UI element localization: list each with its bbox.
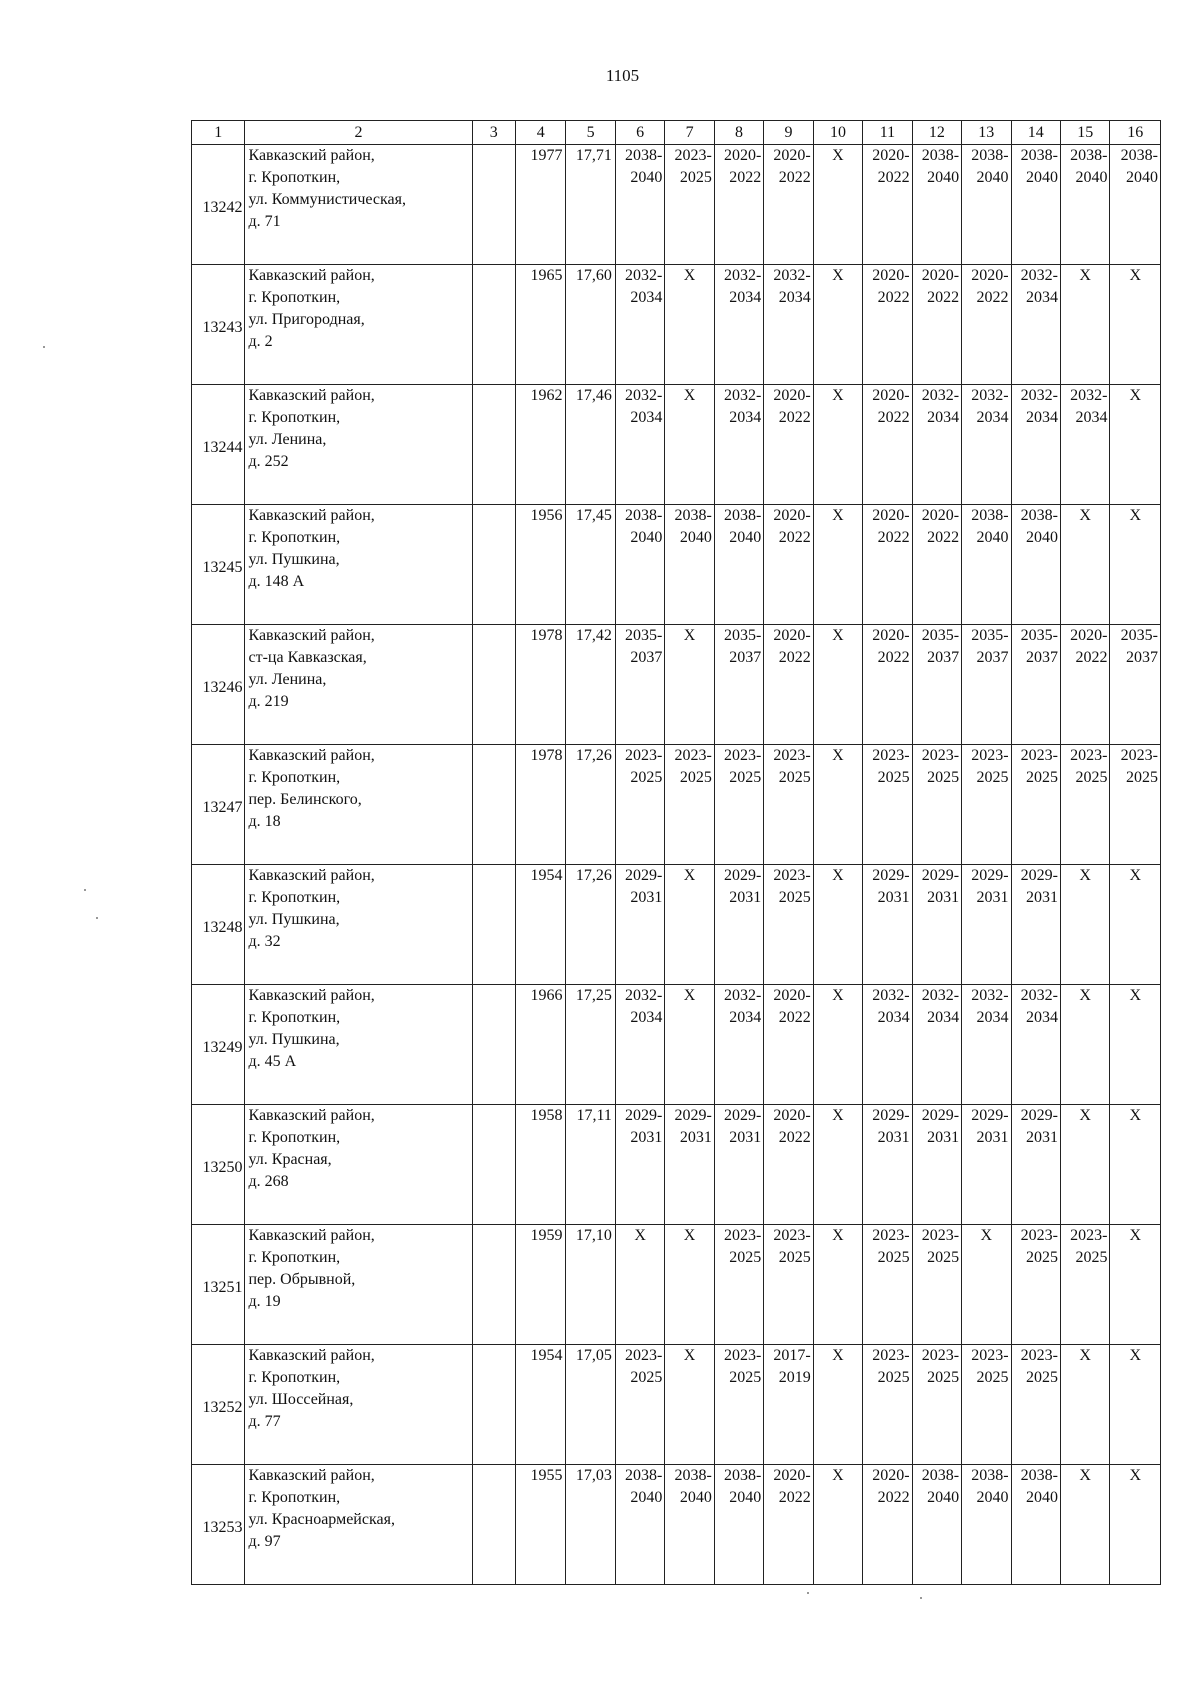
work-period-cell: Х: [665, 625, 714, 745]
work-period-cell: 2035- 2037: [714, 625, 763, 745]
work-period-cell: 2029- 2031: [912, 1105, 961, 1225]
work-period-cell: 2020- 2022: [863, 505, 912, 625]
work-period-cell: 2023- 2025: [1011, 745, 1060, 865]
column-3-cell: [472, 505, 515, 625]
work-period-cell: Х: [813, 1105, 862, 1225]
work-period-cell: 2023- 2025: [764, 745, 813, 865]
column-3-cell: [472, 265, 515, 385]
work-period-cell: 2032- 2034: [615, 985, 664, 1105]
year-built-cell: 1959: [515, 1225, 565, 1345]
work-period-cell: 2023- 2025: [863, 1345, 912, 1465]
work-period-cell: 2023- 2025: [912, 745, 961, 865]
work-period-cell: 2038- 2040: [1011, 1465, 1060, 1585]
work-period-cell: 2038- 2040: [1110, 145, 1161, 265]
work-period-cell: 2032- 2034: [912, 385, 961, 505]
work-period-cell: 2020- 2022: [764, 985, 813, 1105]
scan-speck: [84, 889, 86, 891]
work-period-cell: 2038- 2040: [714, 505, 763, 625]
work-period-cell: 2032- 2034: [962, 385, 1011, 505]
column-3-cell: [472, 385, 515, 505]
column-number-header: 6: [615, 121, 664, 145]
table-row: [192, 505, 1161, 625]
table-row: [192, 1225, 1161, 1345]
work-period-cell: Х: [1110, 985, 1161, 1105]
address-cell: Кавказский район, г. Кропоткин, ул. Пушкина, д. 45 А: [245, 985, 472, 1105]
address-cell: Кавказский район, г. Кропоткин, ул. Пушкина, д. 148 А: [245, 505, 472, 625]
work-period-cell: 2032- 2034: [1060, 385, 1109, 505]
work-period-cell: 2032- 2034: [962, 985, 1011, 1105]
work-period-cell: 2038- 2040: [615, 145, 664, 265]
year-built-cell: 1965: [515, 265, 565, 385]
column-number-header: 12: [912, 121, 961, 145]
value-cell: 17,45: [566, 505, 615, 625]
column-number-header: 13: [962, 121, 1011, 145]
address-cell: Кавказский район, г. Кропоткин, ул. Красноармейская, д. 97: [245, 1465, 472, 1585]
table-row: [192, 1345, 1161, 1465]
work-period-cell: Х: [813, 625, 862, 745]
work-period-cell: Х: [1110, 1225, 1161, 1345]
column-3-cell: [472, 865, 515, 985]
table-row: [192, 385, 1161, 505]
work-period-cell: 2029- 2031: [714, 865, 763, 985]
year-built-cell: 1954: [515, 1345, 565, 1465]
work-period-cell: Х: [665, 1225, 714, 1345]
record-number-cell: 13244: [192, 385, 245, 505]
work-period-cell: Х: [813, 385, 862, 505]
work-period-cell: 2032- 2034: [1011, 265, 1060, 385]
work-period-cell: 2029- 2031: [962, 865, 1011, 985]
work-period-cell: 2017- 2019: [764, 1345, 813, 1465]
record-number-cell: 13247: [192, 745, 245, 865]
work-period-cell: Х: [665, 1345, 714, 1465]
column-number-header: 14: [1011, 121, 1060, 145]
work-period-cell: Х: [665, 265, 714, 385]
work-period-cell: 2023- 2025: [1110, 745, 1161, 865]
work-period-cell: 2020- 2022: [863, 145, 912, 265]
year-built-cell: 1966: [515, 985, 565, 1105]
work-period-cell: 2023- 2025: [714, 1225, 763, 1345]
work-period-cell: Х: [1110, 1345, 1161, 1465]
work-period-cell: 2020- 2022: [863, 625, 912, 745]
work-period-cell: 2038- 2040: [912, 1465, 961, 1585]
table-row: [192, 1465, 1161, 1585]
table-row: [192, 265, 1161, 385]
work-period-cell: 2029- 2031: [615, 1105, 664, 1225]
housing-register-table: [191, 120, 1161, 1585]
work-period-cell: Х: [615, 1225, 664, 1345]
work-period-cell: Х: [813, 1345, 862, 1465]
work-period-cell: 2038- 2040: [912, 145, 961, 265]
work-period-cell: 2032- 2034: [1011, 385, 1060, 505]
work-period-cell: Х: [1060, 265, 1109, 385]
work-period-cell: 2038- 2040: [1011, 505, 1060, 625]
work-period-cell: 2020- 2022: [764, 145, 813, 265]
scan-speck: [43, 346, 45, 348]
column-number-header: 8: [714, 121, 763, 145]
work-period-cell: 2029- 2031: [863, 1105, 912, 1225]
table-row: [192, 145, 1161, 265]
column-3-cell: [472, 1225, 515, 1345]
work-period-cell: Х: [813, 505, 862, 625]
work-period-cell: 2029- 2031: [962, 1105, 1011, 1225]
table-row: [192, 985, 1161, 1105]
record-number-cell: 13253: [192, 1465, 245, 1585]
work-period-cell: 2038- 2040: [665, 505, 714, 625]
work-period-cell: Х: [1110, 865, 1161, 985]
work-period-cell: 2023- 2025: [912, 1345, 961, 1465]
work-period-cell: Х: [1110, 1465, 1161, 1585]
record-number-cell: 13248: [192, 865, 245, 985]
work-period-cell: 2029- 2031: [912, 865, 961, 985]
address-cell: Кавказский район, ст-ца Кавказская, ул. Ленина, д. 219: [245, 625, 472, 745]
page-number: 1105: [605, 66, 640, 85]
work-period-cell: 2020- 2022: [863, 385, 912, 505]
work-period-cell: Х: [1110, 1105, 1161, 1225]
work-period-cell: 2038- 2040: [615, 505, 664, 625]
record-number-cell: 13251: [192, 1225, 245, 1345]
work-period-cell: 2023- 2025: [962, 1345, 1011, 1465]
work-period-cell: 2023- 2025: [615, 1345, 664, 1465]
value-cell: 17,03: [566, 1465, 615, 1585]
work-period-cell: 2023- 2025: [962, 745, 1011, 865]
address-cell: Кавказский район, г. Кропоткин, ул. Пригородная, д. 2: [245, 265, 472, 385]
work-period-cell: Х: [1060, 1345, 1109, 1465]
value-cell: 17,05: [566, 1345, 615, 1465]
work-period-cell: Х: [1060, 865, 1109, 985]
year-built-cell: 1954: [515, 865, 565, 985]
work-period-cell: 2023- 2025: [764, 865, 813, 985]
year-built-cell: 1978: [515, 745, 565, 865]
value-cell: 17,42: [566, 625, 615, 745]
record-number-cell: 13246: [192, 625, 245, 745]
value-cell: 17,25: [566, 985, 615, 1105]
work-period-cell: 2029- 2031: [863, 865, 912, 985]
address-cell: Кавказский район, г. Кропоткин, пер. Белинского, д. 18: [245, 745, 472, 865]
work-period-cell: 2029- 2031: [1011, 865, 1060, 985]
record-number-cell: 13252: [192, 1345, 245, 1465]
work-period-cell: 2020- 2022: [764, 385, 813, 505]
address-cell: Кавказский район, г. Кропоткин, ул. Шоссейная, д. 77: [245, 1345, 472, 1465]
work-period-cell: 2020- 2022: [764, 625, 813, 745]
work-period-cell: Х: [1060, 1465, 1109, 1585]
scan-speck: [807, 1592, 809, 1594]
scan-speck: [920, 1597, 922, 1599]
work-period-cell: 2029- 2031: [665, 1105, 714, 1225]
work-period-cell: 2020- 2022: [764, 1105, 813, 1225]
record-number-cell: 13243: [192, 265, 245, 385]
column-3-cell: [472, 985, 515, 1105]
column-number-header: 10: [813, 121, 862, 145]
work-period-cell: Х: [813, 145, 862, 265]
work-period-cell: 2038- 2040: [962, 145, 1011, 265]
record-number-cell: 13250: [192, 1105, 245, 1225]
record-number-cell: 13249: [192, 985, 245, 1105]
work-period-cell: 2032- 2034: [615, 385, 664, 505]
column-number-header: 2: [245, 121, 472, 145]
work-period-cell: 2038- 2040: [1060, 145, 1109, 265]
table-row: [192, 625, 1161, 745]
work-period-cell: 2020- 2022: [764, 1465, 813, 1585]
work-period-cell: 2023- 2025: [863, 745, 912, 865]
column-3-cell: [472, 1105, 515, 1225]
work-period-cell: 2020- 2022: [714, 145, 763, 265]
address-cell: Кавказский район, г. Кропоткин, ул. Коммунистическая, д. 71: [245, 145, 472, 265]
work-period-cell: Х: [1110, 505, 1161, 625]
work-period-cell: 2032- 2034: [863, 985, 912, 1105]
work-period-cell: Х: [1060, 1105, 1109, 1225]
address-cell: Кавказский район, г. Кропоткин, ул. Пушкина, д. 32: [245, 865, 472, 985]
work-period-cell: 2023- 2025: [764, 1225, 813, 1345]
work-period-cell: 2023- 2025: [863, 1225, 912, 1345]
work-period-cell: 2038- 2040: [714, 1465, 763, 1585]
work-period-cell: 2032- 2034: [714, 985, 763, 1105]
column-number-header: 16: [1110, 121, 1161, 145]
work-period-cell: Х: [1060, 985, 1109, 1105]
column-3-cell: [472, 145, 515, 265]
work-period-cell: 2023- 2025: [1011, 1345, 1060, 1465]
year-built-cell: 1962: [515, 385, 565, 505]
work-period-cell: 2023- 2025: [1060, 1225, 1109, 1345]
value-cell: 17,71: [566, 145, 615, 265]
work-period-cell: Х: [665, 385, 714, 505]
work-period-cell: 2035- 2037: [1110, 625, 1161, 745]
work-period-cell: 2020- 2022: [962, 265, 1011, 385]
work-period-cell: 2035- 2037: [1011, 625, 1060, 745]
work-period-cell: Х: [813, 1465, 862, 1585]
work-period-cell: Х: [665, 985, 714, 1105]
column-number-header: 7: [665, 121, 714, 145]
table-row: [192, 1105, 1161, 1225]
work-period-cell: 2032- 2034: [764, 265, 813, 385]
work-period-cell: 2023- 2025: [714, 1345, 763, 1465]
work-period-cell: 2020- 2022: [863, 1465, 912, 1585]
work-period-cell: 2023- 2025: [912, 1225, 961, 1345]
year-built-cell: 1955: [515, 1465, 565, 1585]
work-period-cell: Х: [813, 1225, 862, 1345]
column-3-cell: [472, 1465, 515, 1585]
column-number-header: 11: [863, 121, 912, 145]
value-cell: 17,26: [566, 745, 615, 865]
work-period-cell: 2038- 2040: [1011, 145, 1060, 265]
work-period-cell: Х: [813, 745, 862, 865]
work-period-cell: Х: [1110, 385, 1161, 505]
scan-speck: [96, 917, 98, 919]
work-period-cell: 2035- 2037: [962, 625, 1011, 745]
work-period-cell: Х: [1110, 265, 1161, 385]
column-number-header: 1: [192, 121, 245, 145]
address-cell: Кавказский район, г. Кропоткин, ул. Ленина, д. 252: [245, 385, 472, 505]
work-period-cell: 2032- 2034: [912, 985, 961, 1105]
work-period-cell: 2038- 2040: [665, 1465, 714, 1585]
work-period-cell: 2020- 2022: [912, 505, 961, 625]
work-period-cell: 2035- 2037: [912, 625, 961, 745]
work-period-cell: 2038- 2040: [615, 1465, 664, 1585]
address-cell: Кавказский район, г. Кропоткин, пер. Обрывной, д. 19: [245, 1225, 472, 1345]
work-period-cell: 2023- 2025: [714, 745, 763, 865]
work-period-cell: 2023- 2025: [1060, 745, 1109, 865]
value-cell: 17,26: [566, 865, 615, 985]
work-period-cell: Х: [813, 265, 862, 385]
value-cell: 17,60: [566, 265, 615, 385]
work-period-cell: 2020- 2022: [764, 505, 813, 625]
year-built-cell: 1956: [515, 505, 565, 625]
year-built-cell: 1977: [515, 145, 565, 265]
work-period-cell: 2038- 2040: [962, 505, 1011, 625]
column-number-header: 5: [566, 121, 615, 145]
work-period-cell: Х: [1060, 505, 1109, 625]
work-period-cell: Х: [665, 865, 714, 985]
work-period-cell: 2032- 2034: [714, 385, 763, 505]
work-period-cell: 2038- 2040: [962, 1465, 1011, 1585]
work-period-cell: 2032- 2034: [615, 265, 664, 385]
year-built-cell: 1978: [515, 625, 565, 745]
record-number-cell: 13245: [192, 505, 245, 625]
column-number-header: 15: [1060, 121, 1109, 145]
value-cell: 17,11: [566, 1105, 615, 1225]
work-period-cell: Х: [813, 985, 862, 1105]
column-number-row: [192, 121, 1161, 145]
record-number-cell: 13242: [192, 145, 245, 265]
work-period-cell: 2023- 2025: [665, 145, 714, 265]
work-period-cell: 2023- 2025: [1011, 1225, 1060, 1345]
work-period-cell: 2029- 2031: [1011, 1105, 1060, 1225]
work-period-cell: 2032- 2034: [1011, 985, 1060, 1105]
table-row: [192, 865, 1161, 985]
column-number-header: 9: [764, 121, 813, 145]
work-period-cell: 2020- 2022: [912, 265, 961, 385]
work-period-cell: 2020- 2022: [1060, 625, 1109, 745]
table-row: [192, 745, 1161, 865]
work-period-cell: 2020- 2022: [863, 265, 912, 385]
column-3-cell: [472, 1345, 515, 1465]
value-cell: 17,10: [566, 1225, 615, 1345]
work-period-cell: 2023- 2025: [665, 745, 714, 865]
address-cell: Кавказский район, г. Кропоткин, ул. Красная, д. 268: [245, 1105, 472, 1225]
work-period-cell: 2023- 2025: [615, 745, 664, 865]
work-period-cell: 2029- 2031: [615, 865, 664, 985]
work-period-cell: 2035- 2037: [615, 625, 664, 745]
work-period-cell: Х: [962, 1225, 1011, 1345]
column-3-cell: [472, 745, 515, 865]
value-cell: 17,46: [566, 385, 615, 505]
work-period-cell: 2029- 2031: [714, 1105, 763, 1225]
column-number-header: 3: [472, 121, 515, 145]
year-built-cell: 1958: [515, 1105, 565, 1225]
work-period-cell: 2032- 2034: [714, 265, 763, 385]
work-period-cell: Х: [813, 865, 862, 985]
column-number-header: 4: [515, 121, 565, 145]
register-body: [192, 145, 1161, 1585]
column-3-cell: [472, 625, 515, 745]
